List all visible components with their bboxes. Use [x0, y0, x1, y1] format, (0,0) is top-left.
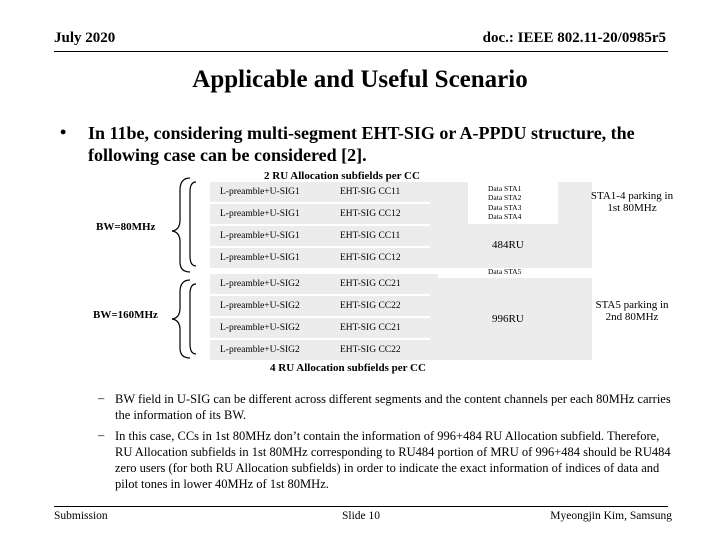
data-sta3-label: Data STA3 [488, 203, 522, 212]
caption-bottom: 4 RU Allocation subfields per CC [270, 362, 426, 374]
ru-996-label: 996RU [492, 313, 524, 325]
footer-submission: Submission [54, 510, 108, 522]
preamble-cell-160-2: L-preamble+U-SIG2 [210, 296, 338, 316]
bw-160-label: BW=160MHz [93, 309, 158, 321]
cc-cell-160-2: EHT-SIG CC22 [330, 296, 438, 316]
data-sta5-label: Data STA5 [488, 267, 522, 276]
preamble-cell-160-1: L-preamble+U-SIG2 [210, 274, 338, 294]
dash-marker-1: – [98, 391, 105, 405]
cc-cell-80-4: EHT-SIG CC12 [330, 248, 438, 268]
header-doc-id: doc.: IEEE 802.11-20/0985r5 [482, 30, 666, 46]
brackets-svg [168, 176, 216, 362]
preamble-cell-160-3: L-preamble+U-SIG2 [210, 318, 338, 338]
cc-cell-80-1: EHT-SIG CC11 [330, 182, 438, 202]
data-sta1-label: Data STA1 [488, 184, 522, 193]
data-sta4-label: Data STA4 [488, 212, 522, 221]
note-sta5: STA5 parking in 2nd 80MHz [595, 299, 669, 323]
preamble-cell-80-2: L-preamble+U-SIG1 [210, 204, 338, 224]
cc-cell-80-2: EHT-SIG CC12 [330, 204, 438, 224]
footer-slide-number: Slide 10 [342, 510, 381, 522]
preamble-cell-80-3: L-preamble+U-SIG1 [210, 226, 338, 246]
cc-cell-160-1: EHT-SIG CC21 [330, 274, 438, 294]
inner-bracket-160 [190, 284, 196, 354]
data-sta2-label: Data STA2 [488, 193, 522, 202]
footer-author: Myeongjin Kim, Samsung [550, 510, 672, 522]
bullet-marker: • [60, 122, 67, 142]
outer-brace-80 [172, 178, 190, 272]
ru-484-label: 484RU [492, 239, 524, 251]
dash-marker-2: – [98, 428, 105, 442]
sub-bullet-1: BW field in U-SIG can be different across different segments and the content channels per each 80MHz carries the information of its BW. [115, 392, 671, 422]
outer-brace-160 [172, 280, 190, 358]
header-date: July 2020 [54, 30, 116, 46]
note-sta1-4: STA1-4 parking in 1st 80MHz [590, 190, 674, 214]
header-rule [54, 51, 668, 52]
bw-80-label: BW=80MHz [96, 221, 156, 233]
cc-cell-160-3: EHT-SIG CC21 [330, 318, 438, 338]
preamble-cell-160-4: L-preamble+U-SIG2 [210, 340, 338, 360]
cc-cell-80-3: EHT-SIG CC11 [330, 226, 438, 246]
cc-cell-160-4: EHT-SIG CC22 [330, 340, 438, 360]
preamble-cell-80-1: L-preamble+U-SIG1 [210, 182, 338, 202]
caption-top: 2 RU Allocation subfields per CC [264, 170, 420, 182]
inner-bracket-80 [190, 182, 196, 266]
slide-title: Applicable and Useful Scenario [192, 66, 528, 93]
sub-bullet-2: In this case, CCs in 1st 80MHz don’t contain the information of 996+484 RU Allocation subfield. Therefore, RU Allocation subfields in 1st 80MHz corresponding to RU484 portion of MRU of 996+484 should be RU484 zero users (for both RU Allocation subfields) in order to indicate the exact information of indices of data and pilot tones in lower 40MHz of 1st 80MHz. [115, 429, 671, 491]
main-bullet-text: In 11be, considering multi-segment EHT-SIG or A-PPDU structure, the following case can be considered [2]. [88, 123, 635, 165]
data-sta-box [468, 182, 558, 224]
footer-rule [54, 506, 668, 507]
preamble-cell-80-4: L-preamble+U-SIG1 [210, 248, 338, 268]
